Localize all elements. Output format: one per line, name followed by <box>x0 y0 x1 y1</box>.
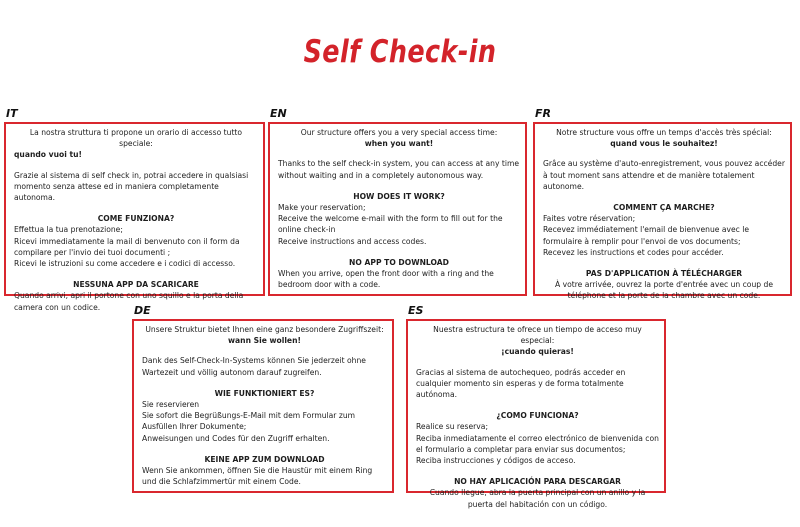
how-heading: COMMENT ÇA MARCHE? <box>613 203 715 213</box>
lang-label-en: EN <box>270 107 287 120</box>
step-3: Reciba instrucciones y códigos de acceso. <box>416 456 576 466</box>
section-de <box>132 319 394 493</box>
intro-text: Nuestra estructura te ofrece un tiempo de acceso muy especial: <box>433 325 642 346</box>
emphasis-text: quand vous le souhaitez! <box>610 139 718 149</box>
description-text: Grazie al sistema di self check in, potrai accedere in qualsiasi momento senza attese ed in maniera completamente autonoma. <box>14 170 249 203</box>
step-2: Sie sofort die Begrüßungs-E-Mail mit dem Formular zum Ausfüllen Ihrer Dokumente; <box>142 411 356 432</box>
emphasis-text: quando vuoi tu! <box>14 150 82 160</box>
app-text: Quando arrivi, apri il portone con uno squillo e la porta della camera con un codice. <box>14 291 244 312</box>
step-1: Realice su reserva; <box>416 422 489 432</box>
app-heading: NO APP TO DOWNLOAD <box>349 257 449 267</box>
app-text: Cuando llegue, abra la puerta principal con un anillo y la puerta del habitación con un código. <box>429 488 646 509</box>
description-text: Grâce au système d'auto-enregistrement, vous pouvez accéder à tout moment sans attendre et de manière totalement autonome. <box>543 159 785 191</box>
step-1: Effettua la tua prenotazione; <box>14 225 123 235</box>
emphasis-text: when you want! <box>364 139 434 149</box>
step-2: Reciba inmediatamente el correo electrónico de bienvenida con el formulario a completar para enviar sus documentos; <box>416 433 659 454</box>
step-2: Receive the welcome e-mail with the form to fill out for the online check-in <box>278 214 503 235</box>
step-2: Recevez immédiatement l'email de bienvenue avec le formulaire à remplir pour l'envoi de vos documents; <box>543 225 750 246</box>
how-heading: WIE FUNKTIONIERT ES? <box>214 388 315 398</box>
section-en <box>268 122 527 296</box>
app-text: Wenn Sie ankommen, öffnen Sie die Haustür mit einem Ring und die Schlafzimmertür mit einem Code. <box>142 466 373 487</box>
intro-text: Notre structure vous offre un temps d'accès très spécial: <box>556 128 772 137</box>
step-2: Ricevi immediatamente la mail di benvenuto con il form da compilare per l'invio dei tuoi documenti ; <box>14 236 240 257</box>
section-fr <box>533 122 792 301</box>
app-heading: NESSUNA APP DA SCARICARE <box>73 280 199 290</box>
step-3: Receive instructions and access codes. <box>278 236 427 246</box>
description-text: Thanks to the self check-in system, you can access at any time without waiting and in a completely autonomous way. <box>278 159 520 180</box>
section-es <box>406 319 666 509</box>
step-3: Anweisungen und Codes für den Zugriff erhalten. <box>142 433 330 443</box>
how-heading: HOW DOES IT WORK? <box>353 191 445 201</box>
how-heading: ¿COMO FUNCIONA? <box>496 411 579 421</box>
lang-label-it: IT <box>6 107 18 120</box>
step-1: Faites votre réservation; <box>543 214 636 224</box>
description-text: Dank des Self-Check-In-Systems können Sie jederzeit ohne Wartezeit und völlig autonom darauf zugreifen. <box>142 356 366 377</box>
lang-label-de: DE <box>134 304 151 317</box>
app-heading: PAS D'APPLICATION À TÉLÉCHARGER <box>585 269 743 279</box>
emphasis-text: ¡cuando quieras! <box>501 347 574 357</box>
page-title: Self Check-in <box>303 34 497 70</box>
emphasis-text: wann Sie wollen! <box>228 336 301 346</box>
section-it <box>4 122 265 312</box>
app-text: À votre arrivée, ouvrez la porte d'entrée avec un coup de téléphone et la porte de la chambre avec un code. <box>554 280 773 301</box>
intro-text: Unsere Struktur bietet Ihnen eine ganz besondere Zugriffszeit: <box>145 325 384 334</box>
step-3: Ricevi le istruzioni su come accedere e i codici di accesso. <box>14 259 236 269</box>
step-1: Make your reservation; <box>278 203 366 213</box>
description-text: Gracias al sistema de autochequeo, podrás acceder en cualquier momento sin esperas y de forma totalmente autónoma. <box>416 367 626 400</box>
app-text: When you arrive, open the front door with a ring and the bedroom door with a code. <box>278 269 494 290</box>
lang-label-es: ES <box>408 304 424 317</box>
intro-text: La nostra struttura ti propone un orario di accesso tutto speciale: <box>29 128 243 149</box>
app-heading: NO HAY APLICACIÓN PARA DESCARGAR <box>454 477 621 487</box>
app-heading: KEINE APP ZUM DOWNLOAD <box>204 454 325 464</box>
lang-label-fr: FR <box>535 107 551 120</box>
how-heading: COME FUNZIONA? <box>97 214 175 224</box>
step-1: Sie reservieren <box>142 400 200 410</box>
intro-text: Our structure offers you a very special access time: <box>300 128 498 137</box>
step-3: Recevez les instructions et codes pour accéder. <box>543 247 724 257</box>
